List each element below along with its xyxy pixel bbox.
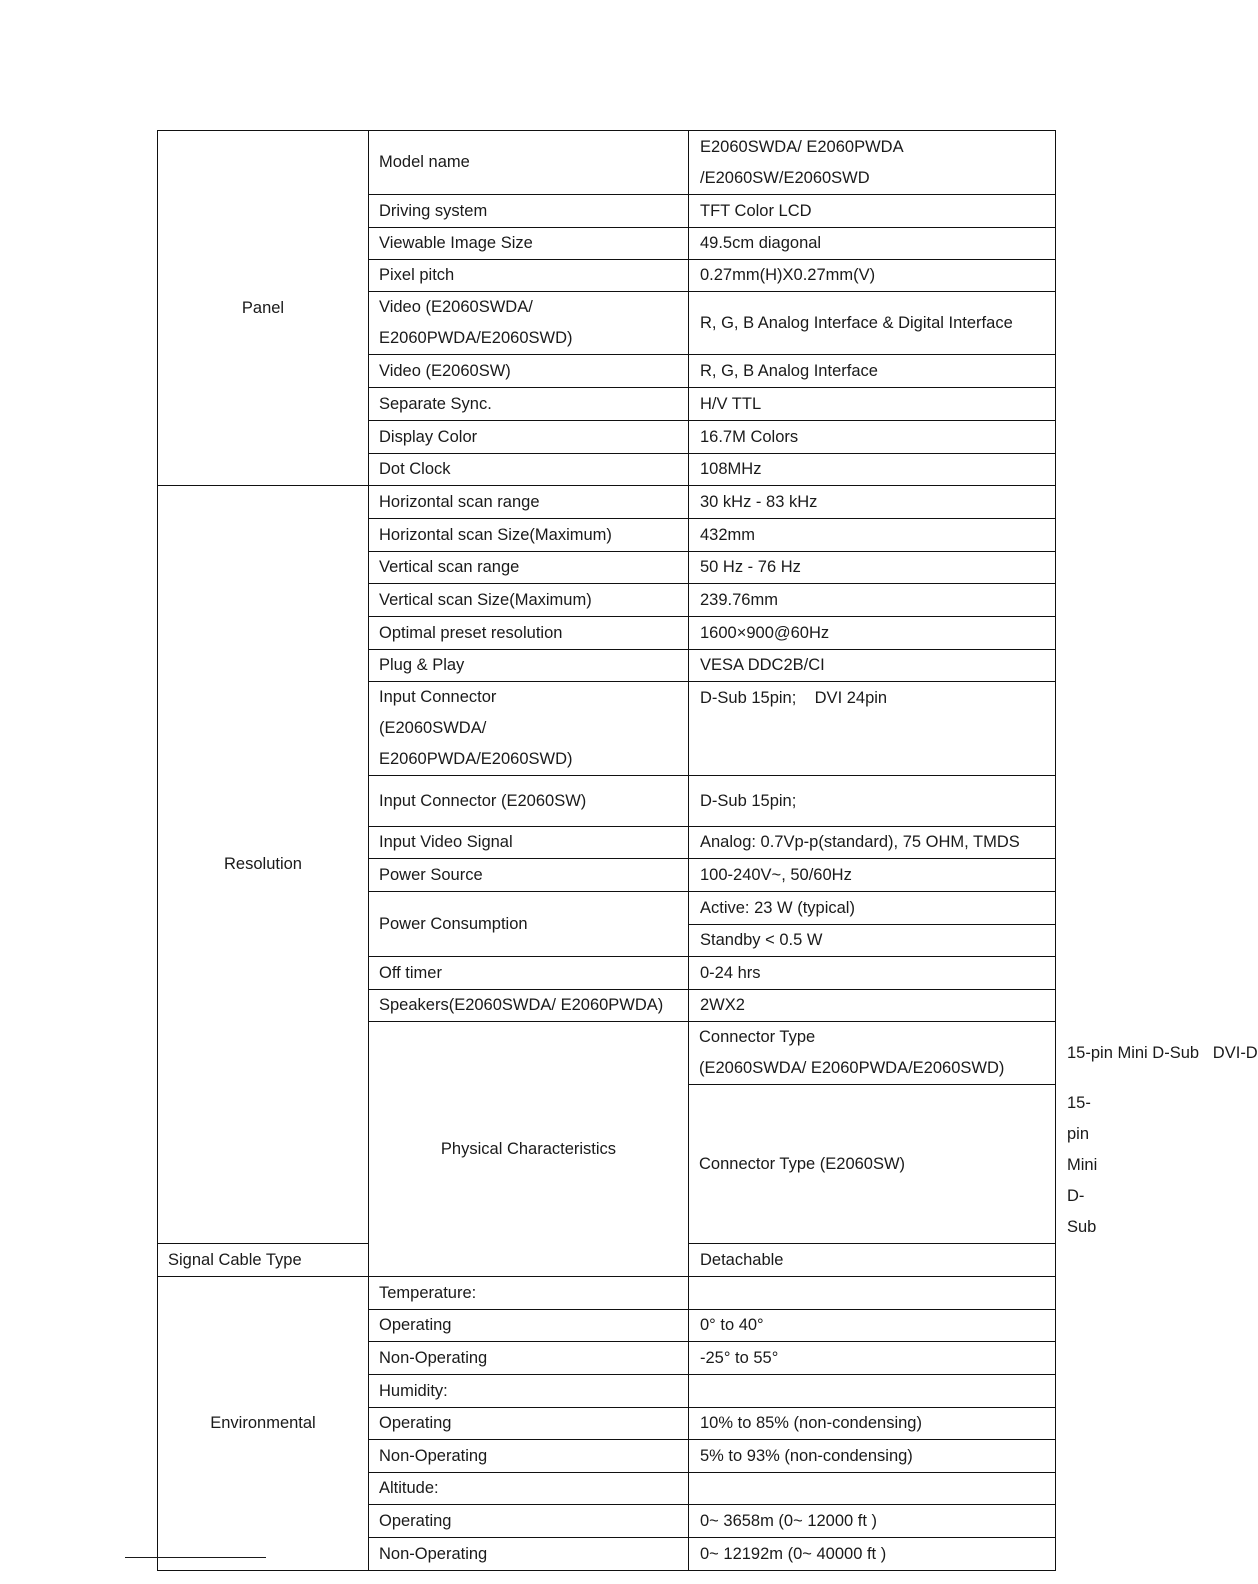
spec-label: Non-Operating (369, 1342, 689, 1375)
spec-row-model-name (158, 131, 1056, 195)
spec-value: H/V TTL (689, 388, 1056, 421)
spec-value: 100-240V~, 50/60Hz (689, 859, 1056, 892)
spec-label: Horizontal scan Size(Maximum) (369, 519, 689, 552)
spec-value: 5% to 93% (non-condensing) (689, 1440, 1056, 1473)
spec-value (689, 1375, 1056, 1408)
spec-value: 108MHz (689, 454, 1056, 486)
spec-label: Optimal preset resolution (369, 617, 689, 650)
spec-row-temperature-header (158, 1277, 1056, 1310)
footnote-separator (125, 1557, 266, 1558)
spec-label: Off timer (369, 957, 689, 990)
spec-value: 2WX2 (689, 990, 1056, 1022)
spec-value: 1600×900@60Hz (689, 617, 1056, 650)
spec-value: 49.5cm diagonal (689, 228, 1056, 260)
spec-label: Input Video Signal (369, 827, 689, 859)
spec-label: Viewable Image Size (369, 228, 689, 260)
spec-value: R, G, B Analog Interface & Digital Interface (689, 292, 1056, 355)
spec-value: Analog: 0.7Vp-p(standard), 75 OHM, TMDS (689, 827, 1056, 859)
spec-value: Active: 23 W (typical) (689, 892, 1056, 925)
spec-label: Speakers(E2060SWDA/ E2060PWDA) (369, 990, 689, 1022)
spec-label: Operating (369, 1310, 689, 1342)
spec-label: Power Consumption (369, 892, 689, 957)
spec-label: Connector Type (E2060SW) (689, 1085, 1056, 1244)
spec-value: E2060SWDA/ E2060PWDA /E2060SW/E2060SWD (689, 131, 1056, 195)
spec-row-h-scan-range (158, 486, 1056, 519)
spec-label: Operating (369, 1408, 689, 1440)
category-panel: Panel (158, 131, 369, 486)
spec-label: Altitude: (369, 1473, 689, 1505)
spec-label: Video (E2060SW) (369, 355, 689, 388)
spec-value: 0~ 12192m (0~ 40000 ft ) (689, 1538, 1056, 1571)
spec-label: Humidity: (369, 1375, 689, 1408)
spec-label: Horizontal scan range (369, 486, 689, 519)
category-resolution: Resolution (158, 486, 369, 1244)
spec-value: 0.27mm(H)X0.27mm(V) (689, 260, 1056, 292)
spec-row-connector-type-digital: Physical Characteristics Connector Type (E2060SWDA/ E2060PWDA/E2060SWD) 15-pin Mini D-Sub DVI-D (158, 1022, 1056, 1085)
spec-label: Temperature: (369, 1277, 689, 1310)
spec-value: 0° to 40° (689, 1310, 1056, 1342)
spec-value: 30 kHz - 83 kHz (689, 486, 1056, 519)
spec-value: 0~ 3658m (0~ 12000 ft ) (689, 1505, 1056, 1538)
category-environmental: Environmental (158, 1277, 369, 1571)
spec-label: Operating (369, 1505, 689, 1538)
spec-value: TFT Color LCD (689, 195, 1056, 228)
spec-label: Power Source (369, 859, 689, 892)
spec-value: 50 Hz - 76 Hz (689, 552, 1056, 584)
spec-label: Connector Type (E2060SWDA/ E2060PWDA/E2060SWD) (689, 1022, 1056, 1085)
spec-value: -25° to 55° (689, 1342, 1056, 1375)
spec-label: Non-Operating (369, 1538, 689, 1571)
spec-row-connector-type-analog: Connector Type (E2060SW) 15-pin Mini D-Sub (158, 1085, 1056, 1244)
spec-label: Signal Cable Type (158, 1244, 369, 1277)
spec-label: Video (E2060SWDA/ E2060PWDA/E2060SWD) (369, 292, 689, 355)
spec-value: VESA DDC2B/CI (689, 650, 1056, 682)
spec-value: 0-24 hrs (689, 957, 1056, 990)
spec-value: D-Sub 15pin; DVI 24pin (689, 682, 1056, 776)
spec-value: 432mm (689, 519, 1056, 552)
category-physical: Physical Characteristics (369, 1022, 689, 1277)
spec-label: Pixel pitch (369, 260, 689, 292)
spec-label: Input Connector (E2060SWDA/ E2060PWDA/E2060SWD) (369, 682, 689, 776)
spec-label: Driving system (369, 195, 689, 228)
spec-value (689, 1473, 1056, 1505)
spec-label: Model name (369, 131, 689, 195)
specification-table (157, 130, 1258, 1571)
spec-label: Plug & Play (369, 650, 689, 682)
spec-label: Input Connector (E2060SW) (369, 776, 689, 827)
spec-value: 239.76mm (689, 584, 1056, 617)
spec-label: Separate Sync. (369, 388, 689, 421)
spec-label: Display Color (369, 421, 689, 454)
spec-value: Detachable (689, 1244, 1056, 1277)
spec-value: Standby < 0.5 W (689, 925, 1056, 957)
spec-value: 10% to 85% (non-condensing) (689, 1408, 1056, 1440)
spec-value (689, 1277, 1056, 1310)
spec-value: 16.7M Colors (689, 421, 1056, 454)
spec-label: Dot Clock (369, 454, 689, 486)
spec-label: Vertical scan range (369, 552, 689, 584)
spec-value: D-Sub 15pin; (689, 776, 1056, 827)
spec-label: Non-Operating (369, 1440, 689, 1473)
spec-label: Vertical scan Size(Maximum) (369, 584, 689, 617)
spec-value: R, G, B Analog Interface (689, 355, 1056, 388)
